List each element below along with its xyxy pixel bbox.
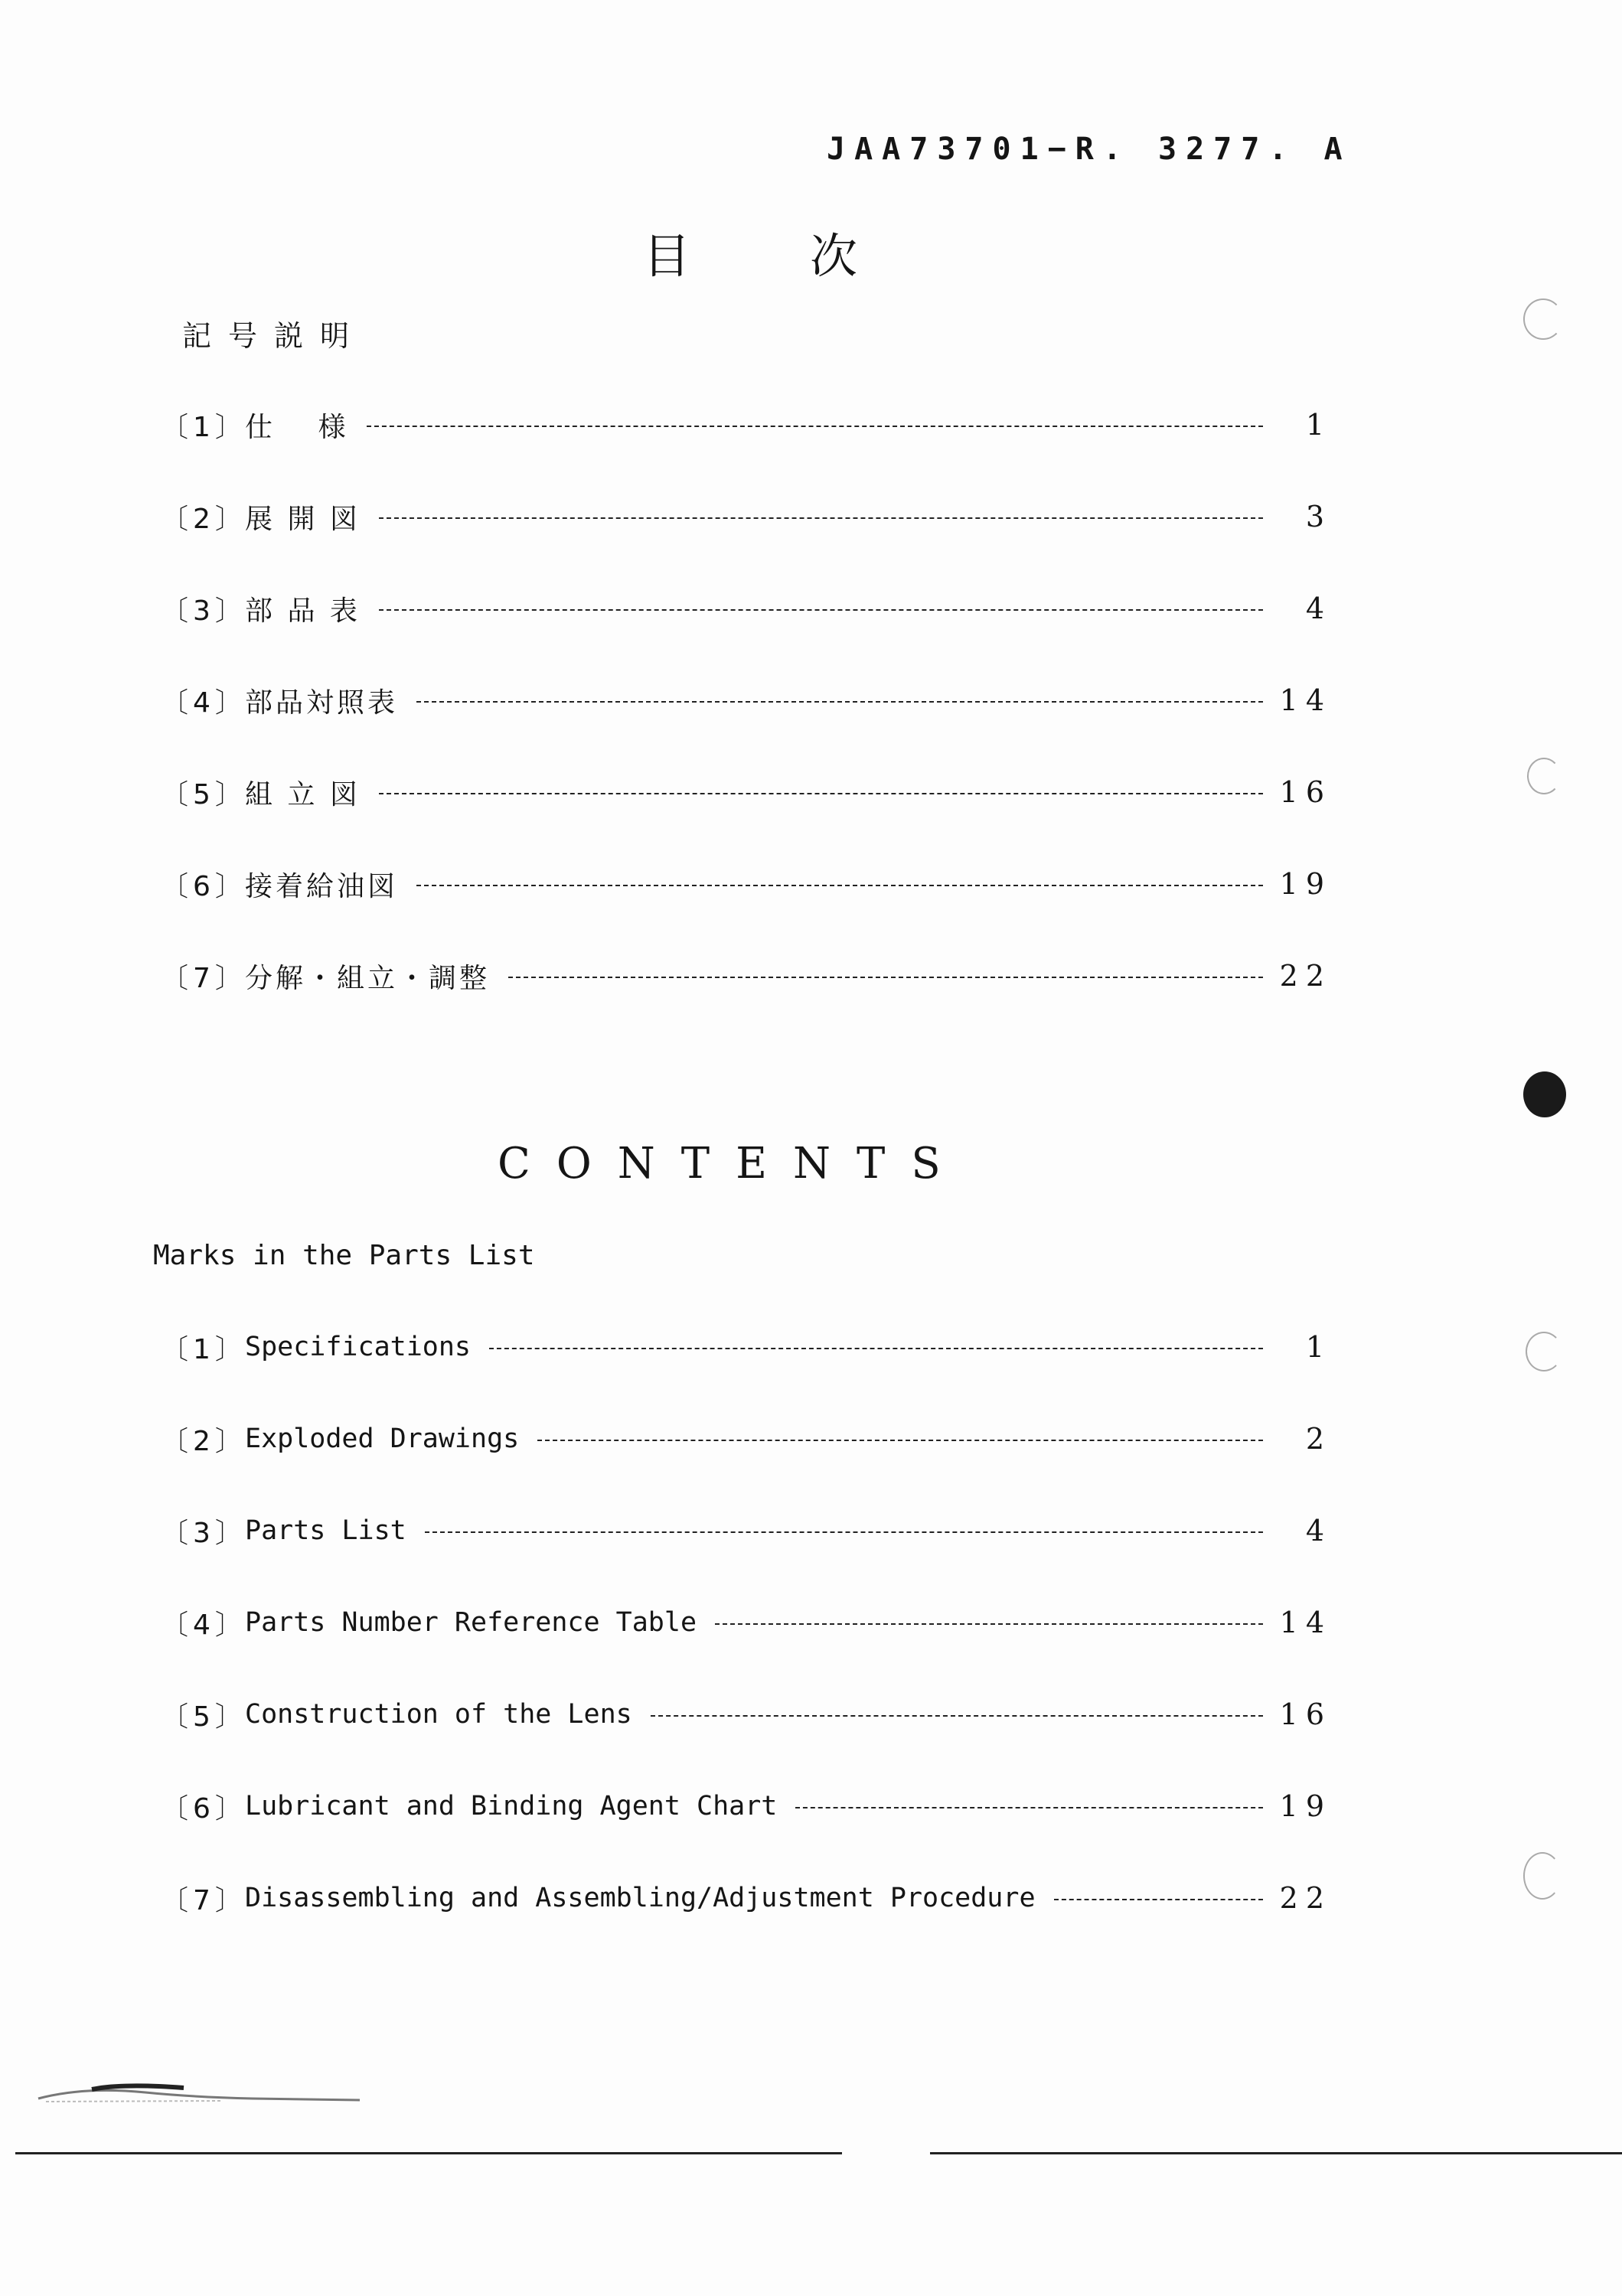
toc-entry-label: Disassembling and Assembling/Adjustment Procedure — [245, 1883, 1036, 1913]
toc-entry-en-7[interactable] — [161, 1875, 1332, 1921]
japanese-title — [643, 218, 857, 286]
dotted-leader — [379, 517, 1263, 519]
toc-entry-label: 組 立 図 — [245, 778, 361, 810]
toc-entry-index: 〔4〕 — [161, 1609, 247, 1641]
japanese-title-char-1: 目 — [643, 228, 691, 284]
toc-entry-jp-6[interactable] — [161, 861, 1332, 907]
english-subtitle: Marks in the Parts List — [153, 1240, 535, 1271]
toc-entry-en-4[interactable] — [161, 1600, 1332, 1645]
dotted-leader — [715, 1623, 1263, 1625]
toc-entry-page: 14 — [1279, 1606, 1332, 1639]
toc-entry-label: Parts List — [245, 1515, 406, 1546]
toc-entry-jp-3[interactable] — [161, 585, 1332, 631]
toc-entry-en-1[interactable] — [161, 1324, 1332, 1370]
toc-entry-label: Specifications — [245, 1332, 472, 1362]
toc-entry-index: 〔6〕 — [161, 1792, 247, 1825]
dotted-leader — [379, 609, 1263, 611]
binder-hole-mark — [1523, 1852, 1562, 1900]
toc-entry-index: 〔4〕 — [161, 687, 247, 719]
dotted-leader — [425, 1531, 1263, 1533]
dotted-leader — [651, 1715, 1263, 1717]
toc-entry-label: 部品対照表 — [245, 687, 399, 719]
dotted-leader — [489, 1348, 1263, 1349]
toc-entry-index: 〔1〕 — [161, 1333, 247, 1365]
toc-entry-page: 3 — [1305, 500, 1332, 533]
toc-entry-index: 〔1〕 — [161, 411, 247, 443]
toc-entry-page: 16 — [1279, 775, 1332, 809]
scan-smudge — [23, 2082, 367, 2103]
toc-entry-en-5[interactable] — [161, 1691, 1332, 1737]
toc-entry-label: 分解・組立・調整 — [245, 962, 491, 994]
toc-entry-page: 1 — [1305, 1330, 1332, 1364]
toc-entry-en-6[interactable] — [161, 1783, 1332, 1829]
toc-entry-page: 2 — [1305, 1422, 1332, 1456]
dotted-leader — [379, 793, 1263, 794]
toc-entry-label: Exploded Drawings — [245, 1424, 520, 1454]
toc-entry-page: 4 — [1305, 1514, 1332, 1548]
toc-entry-page: 22 — [1279, 959, 1332, 993]
english-title: CONTENTS — [498, 1139, 967, 1189]
toc-entry-index: 〔6〕 — [161, 870, 247, 902]
toc-entry-jp-2[interactable] — [161, 494, 1332, 540]
toc-entry-index: 〔5〕 — [161, 778, 247, 810]
dotted-leader — [416, 885, 1263, 886]
bottom-rule-left — [15, 2152, 842, 2154]
toc-entry-index: 〔7〕 — [161, 962, 247, 994]
toc-entry-jp-4[interactable] — [161, 677, 1332, 723]
japanese-title-char-2: 次 — [809, 228, 857, 284]
bottom-rule-right — [930, 2152, 1622, 2154]
binder-hole-mark — [1526, 1332, 1562, 1371]
toc-entry-page: 4 — [1305, 592, 1332, 625]
dotted-leader — [416, 701, 1263, 703]
toc-entry-page: 19 — [1279, 867, 1332, 901]
toc-entry-en-3[interactable] — [161, 1508, 1332, 1554]
toc-entry-jp-5[interactable] — [161, 769, 1332, 815]
toc-entry-label: 仕 様 — [245, 411, 349, 443]
toc-entry-label: 展 開 図 — [245, 503, 361, 535]
toc-entry-page: 19 — [1279, 1789, 1332, 1823]
toc-entry-page: 16 — [1279, 1698, 1332, 1731]
toc-entry-label: 接着給油図 — [245, 870, 399, 902]
dotted-leader — [508, 977, 1263, 978]
dotted-leader — [367, 426, 1263, 427]
toc-entry-label: Construction of the Lens — [245, 1699, 632, 1730]
toc-entry-index: 〔2〕 — [161, 1425, 247, 1457]
dotted-leader — [537, 1440, 1263, 1441]
binder-hole-mark — [1523, 1071, 1566, 1117]
toc-entry-label: 部 品 表 — [245, 595, 361, 627]
dotted-leader — [795, 1807, 1263, 1808]
toc-entry-en-2[interactable] — [161, 1416, 1332, 1462]
japanese-subtitle: 記号説明 — [182, 319, 367, 353]
toc-entry-index: 〔2〕 — [161, 503, 247, 535]
toc-entry-index: 〔3〕 — [161, 1517, 247, 1549]
toc-entry-page: 22 — [1279, 1881, 1332, 1915]
toc-entry-jp-7[interactable] — [161, 953, 1332, 999]
dotted-leader — [1054, 1899, 1263, 1900]
toc-entry-page: 1 — [1305, 408, 1332, 442]
toc-entry-page: 14 — [1279, 683, 1332, 717]
binder-hole-mark — [1527, 758, 1561, 794]
binder-hole-mark — [1523, 298, 1563, 340]
toc-entry-index: 〔5〕 — [161, 1701, 247, 1733]
document-code: JAA73701−R. 3277. A — [827, 132, 1352, 167]
toc-entry-index: 〔3〕 — [161, 595, 247, 627]
toc-entry-index: 〔7〕 — [161, 1884, 247, 1916]
toc-entry-jp-1[interactable] — [161, 402, 1332, 448]
toc-entry-label: Parts Number Reference Table — [245, 1607, 697, 1638]
toc-entry-label: Lubricant and Binding Agent Chart — [245, 1791, 778, 1821]
